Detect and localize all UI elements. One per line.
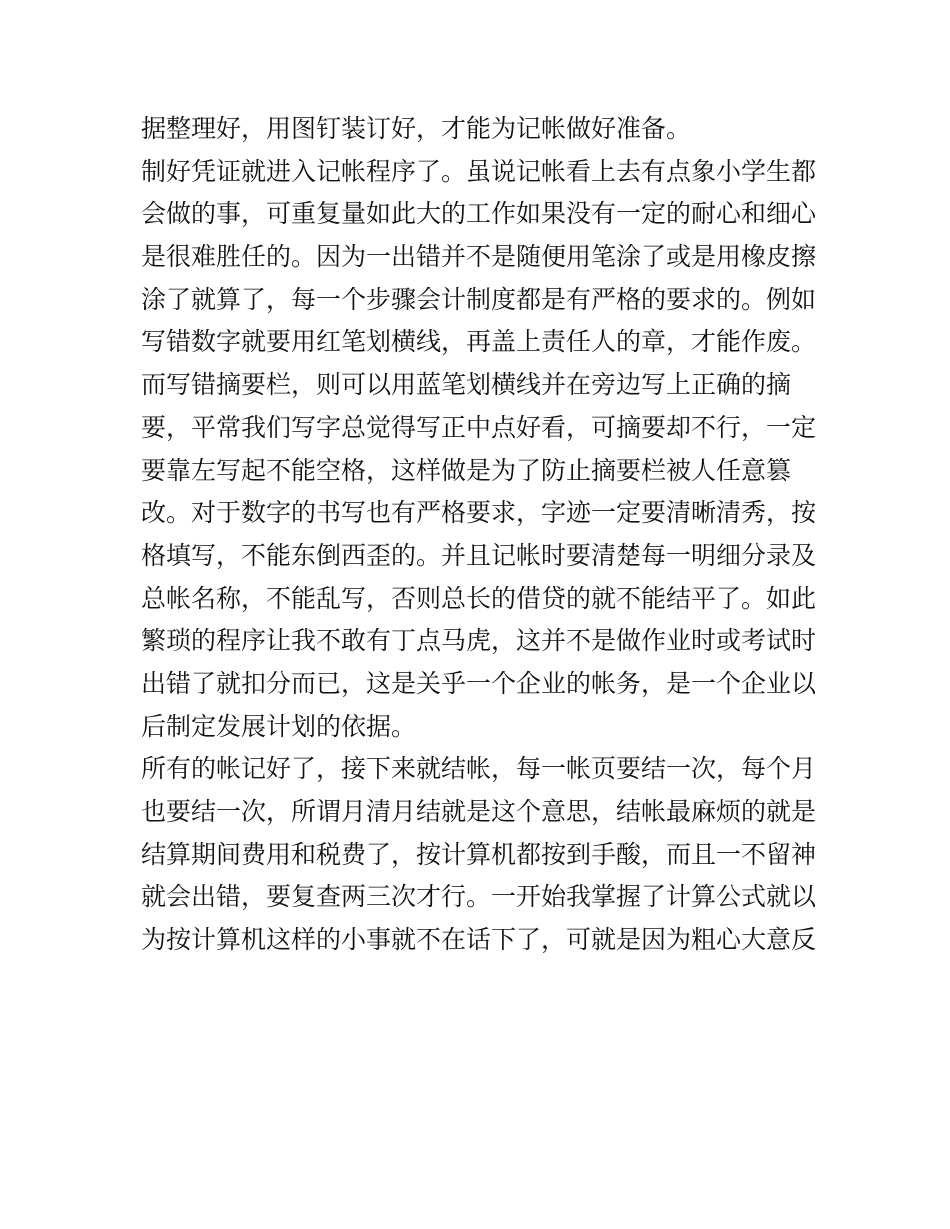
- text-line: 是很难胜任的。因为一出错并不是随便用笔涂了或是用橡皮擦: [141, 242, 817, 272]
- text-line: 要靠左写起不能空格，这样做是为了防止摘要栏被人任意篡: [141, 455, 792, 485]
- text-line: 据整理好，用图钉装订好，才能为记帐做好准备。: [141, 114, 692, 143]
- text-line: 要，平常我们写字总觉得写正中点好看，可摘要却不行，一定: [141, 412, 817, 442]
- text-line: 结算期间费用和税费了，按计算机都按到手酸，而且一不留神: [141, 839, 817, 869]
- text-line: 制好凭证就进入记帐程序了。虽说记帐看上去有点象小学生都: [141, 156, 817, 186]
- text-line: 繁琐的程序让我不敢有丁点马虎，这并不是做作业时或考试时: [141, 626, 817, 656]
- body-text: [141, 108, 821, 962]
- text-line: 格填写，不能东倒西歪的。并且记帐时要清楚每一明细分录及: [141, 540, 817, 570]
- text-line: 写错数字就要用红笔划横线，再盖上责任人的章，才能作废。: [141, 327, 817, 357]
- text-line: 所有的帐记好了，接下来就结帐，每一帐页要结一次，每个月: [141, 754, 817, 784]
- text-line: 后制定发展计划的依据。: [141, 711, 417, 741]
- text-line: 而写错摘要栏，则可以用蓝笔划横线并在旁边写上正确的摘: [141, 370, 792, 400]
- text-line: 也要结一次，所谓月清月结就是这个意思，结帐最麻烦的就是: [141, 797, 817, 826]
- text-line: 涂了就算了，每一个步骤会计制度都是有严格的要求的。例如: [141, 284, 817, 314]
- text-line: 总帐名称，不能乱写，否则总长的借贷的就不能结平了。如此: [141, 583, 817, 613]
- text-line: 为按计算机这样的小事就不在话下了，可就是因为粗心大意反: [141, 925, 817, 955]
- text-line: 会做的事，可重复量如此大的工作如果没有一定的耐心和细心: [141, 199, 817, 229]
- text-line: 改。对于数字的书写也有严格要求，字迹一定要清晰清秀，按: [141, 498, 817, 528]
- text-line: 就会出错，要复查两三次才行。一开始我掌握了计算公式就以: [141, 882, 817, 912]
- text-line: 出错了就扣分而已，这是关乎一个企业的帐务，是一个企业以: [141, 668, 817, 698]
